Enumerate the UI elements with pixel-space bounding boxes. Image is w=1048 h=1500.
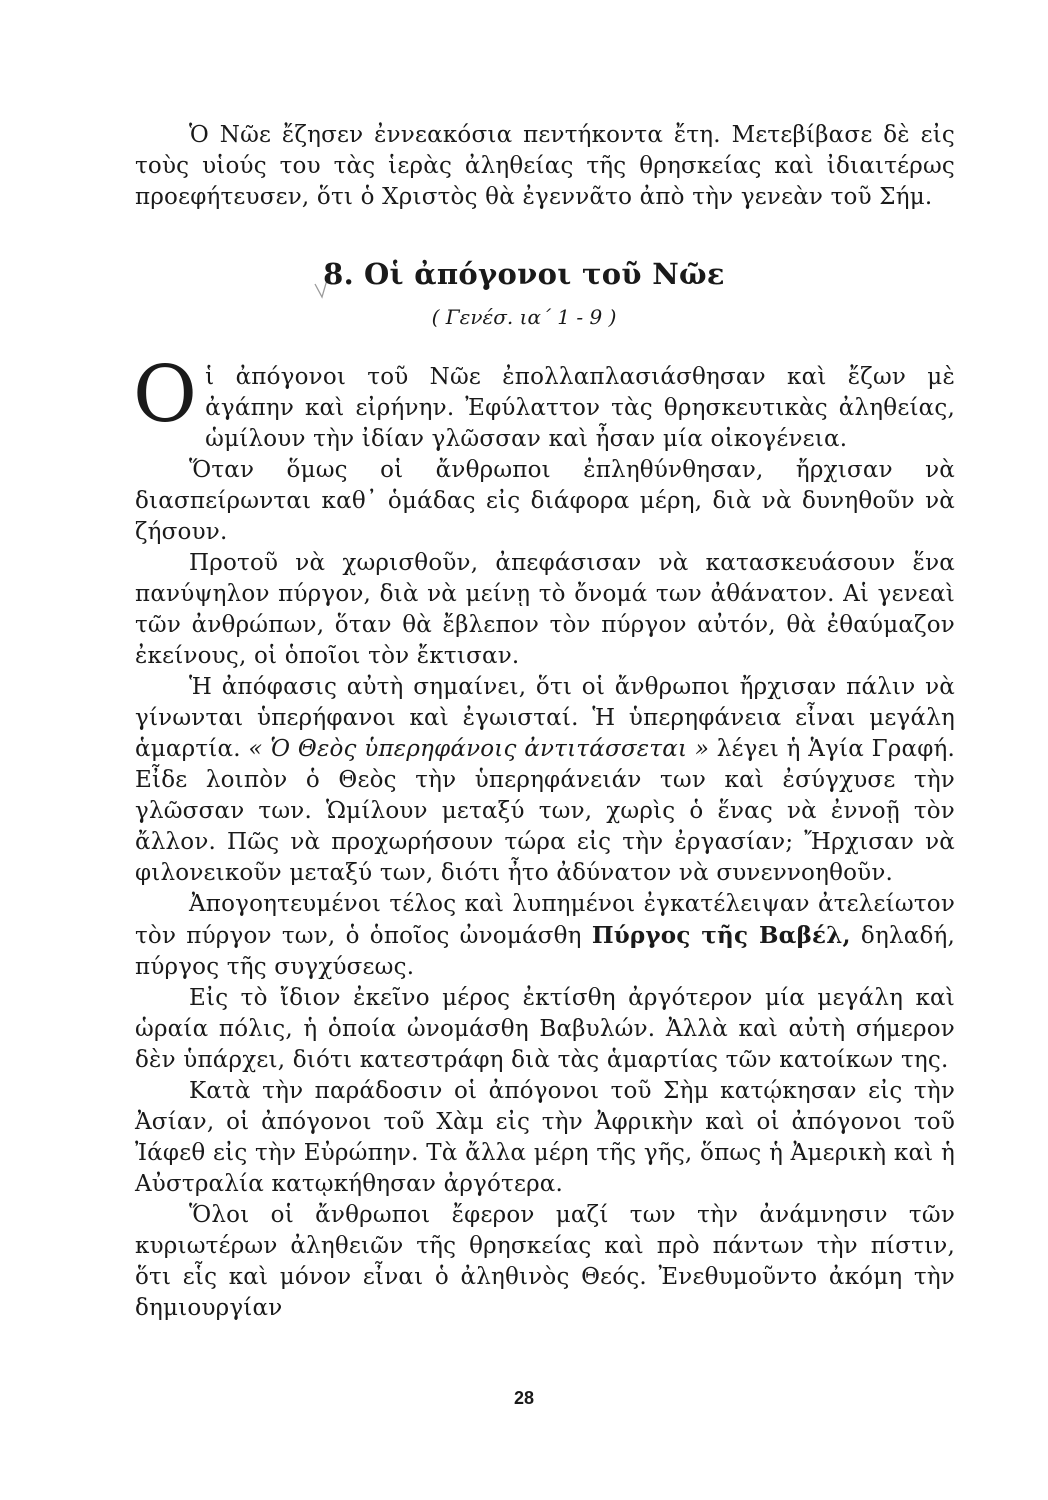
drop-cap: Ο <box>133 350 198 440</box>
scripture-reference: ( Γενέσ. ια΄ 1 - 9 ) <box>431 305 617 329</box>
intro-paragraph <box>135 120 955 213</box>
paragraph-5-text-a: Ἀπογοητευμένοι τέλος καὶ λυπημένοι ἐγκατέλειψαν ἀτελείωτον τὸν πύργον των, ὁ ὁποῖος ὠνομάσθη <box>135 891 955 949</box>
paragraph-1-text: ἱ ἀπόγονοι τοῦ Νῶε ἐπολλαπλασιάσθησαν καὶ ἔζων μὲ ἀγάπην καὶ εἰρήνην. Ἐφύλαττον τὰς θρησκευτικὰς ἀληθείας, ὡμίλουν τὴν ἰδίαν γλῶσσαν καὶ ἦσαν μία οἰκογένεια. <box>205 364 955 452</box>
paragraph-2: Ὅταν ὅμως οἱ ἄνθρωποι ἐπληθύνθησαν, ἤρχισαν νὰ διασπείρωνται καθ᾽ ὁμάδας εἰς διάφορα μέρη, διὰ νὰ δυνηθοῦν νὰ ζήσουν. <box>135 457 955 545</box>
intro-text: Ὁ Νῶε ἔζησεν ἐννεακόσια πεντήκοντα ἔτη. Μετεβίβασε δὲ εἰς τοὺς υἱούς του τὰς ἱερὰς ἀληθείας τῆς θρησκείας καὶ ἰδιαιτέρως προεφήτευσεν, ὅτι ὁ Χριστὸς θὰ ἐγεννᾶτο ἀπὸ τὴν γενεὰν τοῦ Σήμ. <box>135 122 955 210</box>
scripture-quote: « Ὁ Θεὸς ὑπερηφάνοις ἀντιτάσσεται » <box>248 736 710 762</box>
tower-of-babel-term: Πύργος τῆς Βαβέλ, <box>591 922 851 949</box>
page-number: 28 <box>513 1388 535 1408</box>
paragraph-6: Εἰς τὸ ἴδιον ἐκεῖνο μέρος ἐκτίσθη ἀργότερον μία μεγάλη καὶ ὡραία πόλις, ἡ ὁποία ὠνομάσθη Βαβυλών. Ἀλλὰ καὶ αὐτὴ σήμερον δὲν ὑπάρχει, διότι κατεστράφη διὰ τὰς ἁμαρτίας τῶν κατοίκων της. <box>135 985 955 1073</box>
paragraph-5 <box>135 889 955 983</box>
paragraph-5-text-b: δηλαδή, πύργος τῆς συγχύσεως. <box>135 923 955 980</box>
paragraph-3: Προτοῦ νὰ χωρισθοῦν, ἀπεφάσισαν νὰ κατασκευάσουν ἕνα πανύψηλον πύργον, διὰ νὰ μείνῃ τὸ ὄνομά των ἀθάνατον. Αἱ γενεαὶ τῶν ἀνθρώπων, ὅταν θὰ ἔβλεπον τὸν πύργον αὐτόν, θὰ ἐθαύμαζον ἐκείνους, οἱ ὁποῖοι τὸν ἔκτισαν. <box>135 550 955 669</box>
paragraph-4 <box>135 672 955 889</box>
paragraph-4-text-a: Ἡ ἀπόφασις αὐτὴ σημαίνει, ὅτι οἱ ἄνθρωποι ἤρχισαν πάλιν νὰ γίνωνται ὑπερήφανοι καὶ ἐγωισταί. Ἡ ὑπερηφάνεια εἶναι μεγάλη ἁμαρτία. <box>135 674 955 762</box>
section-heading <box>0 257 1048 291</box>
paragraph-4-text-b: λέγει ἡ Ἁγία Γραφή. Εἶδε λοιπὸν ὁ Θεὸς τὴν ὑπερηφάνειάν των καὶ ἐσύγχυσε τὴν γλῶσσαν των. Ὡμίλουν μεταξύ των, χωρὶς ὁ ἕνας νὰ ἐννοῇ τὸν ἄλλον. Πῶς νὰ προχωρήσουν τώρα εἰς τὴν ἐργασίαν; Ἤρχισαν νὰ φιλονεικοῦν μεταξύ των, διότι ἦτο ἀδύνατον νὰ συνεννοηθοῦν. <box>135 736 955 886</box>
paragraph-1 <box>133 350 955 455</box>
section-body <box>133 350 955 1324</box>
section-number: 8. <box>323 257 354 291</box>
paragraph-7: Κατὰ τὴν παράδοσιν οἱ ἀπόγονοι τοῦ Σὴμ κατῴκησαν εἰς τὴν Ἀσίαν, οἱ ἀπόγονοι τοῦ Χὰμ εἰς τὴν Ἀφρικὴν καὶ οἱ ἀπόγονοι τοῦ Ἰάφεθ εἰς τὴν Εὐρώπην. Τὰ ἄλλα μέρη τῆς γῆς, ὅπως ἡ Ἀμερικὴ καὶ ἡ Αὐστραλία κατῳκήθησαν ἀργότερα. <box>135 1078 955 1197</box>
paragraph-8: Ὅλοι οἱ ἄνθρωποι ἔφερον μαζί των τὴν ἀνάμνησιν τῶν κυριωτέρων ἀληθειῶν τῆς θρησκείας καὶ πρὸ πάντων τὴν πίστιν, ὅτι εἷς καὶ μόνον εἶναι ὁ ἀληθινὸς Θεός. Ἐνεθυμοῦντο ἀκόμη τὴν δημιουργίαν <box>135 1202 955 1321</box>
section-title: Οἱ ἀπόγονοι τοῦ Νῶε <box>363 257 725 291</box>
